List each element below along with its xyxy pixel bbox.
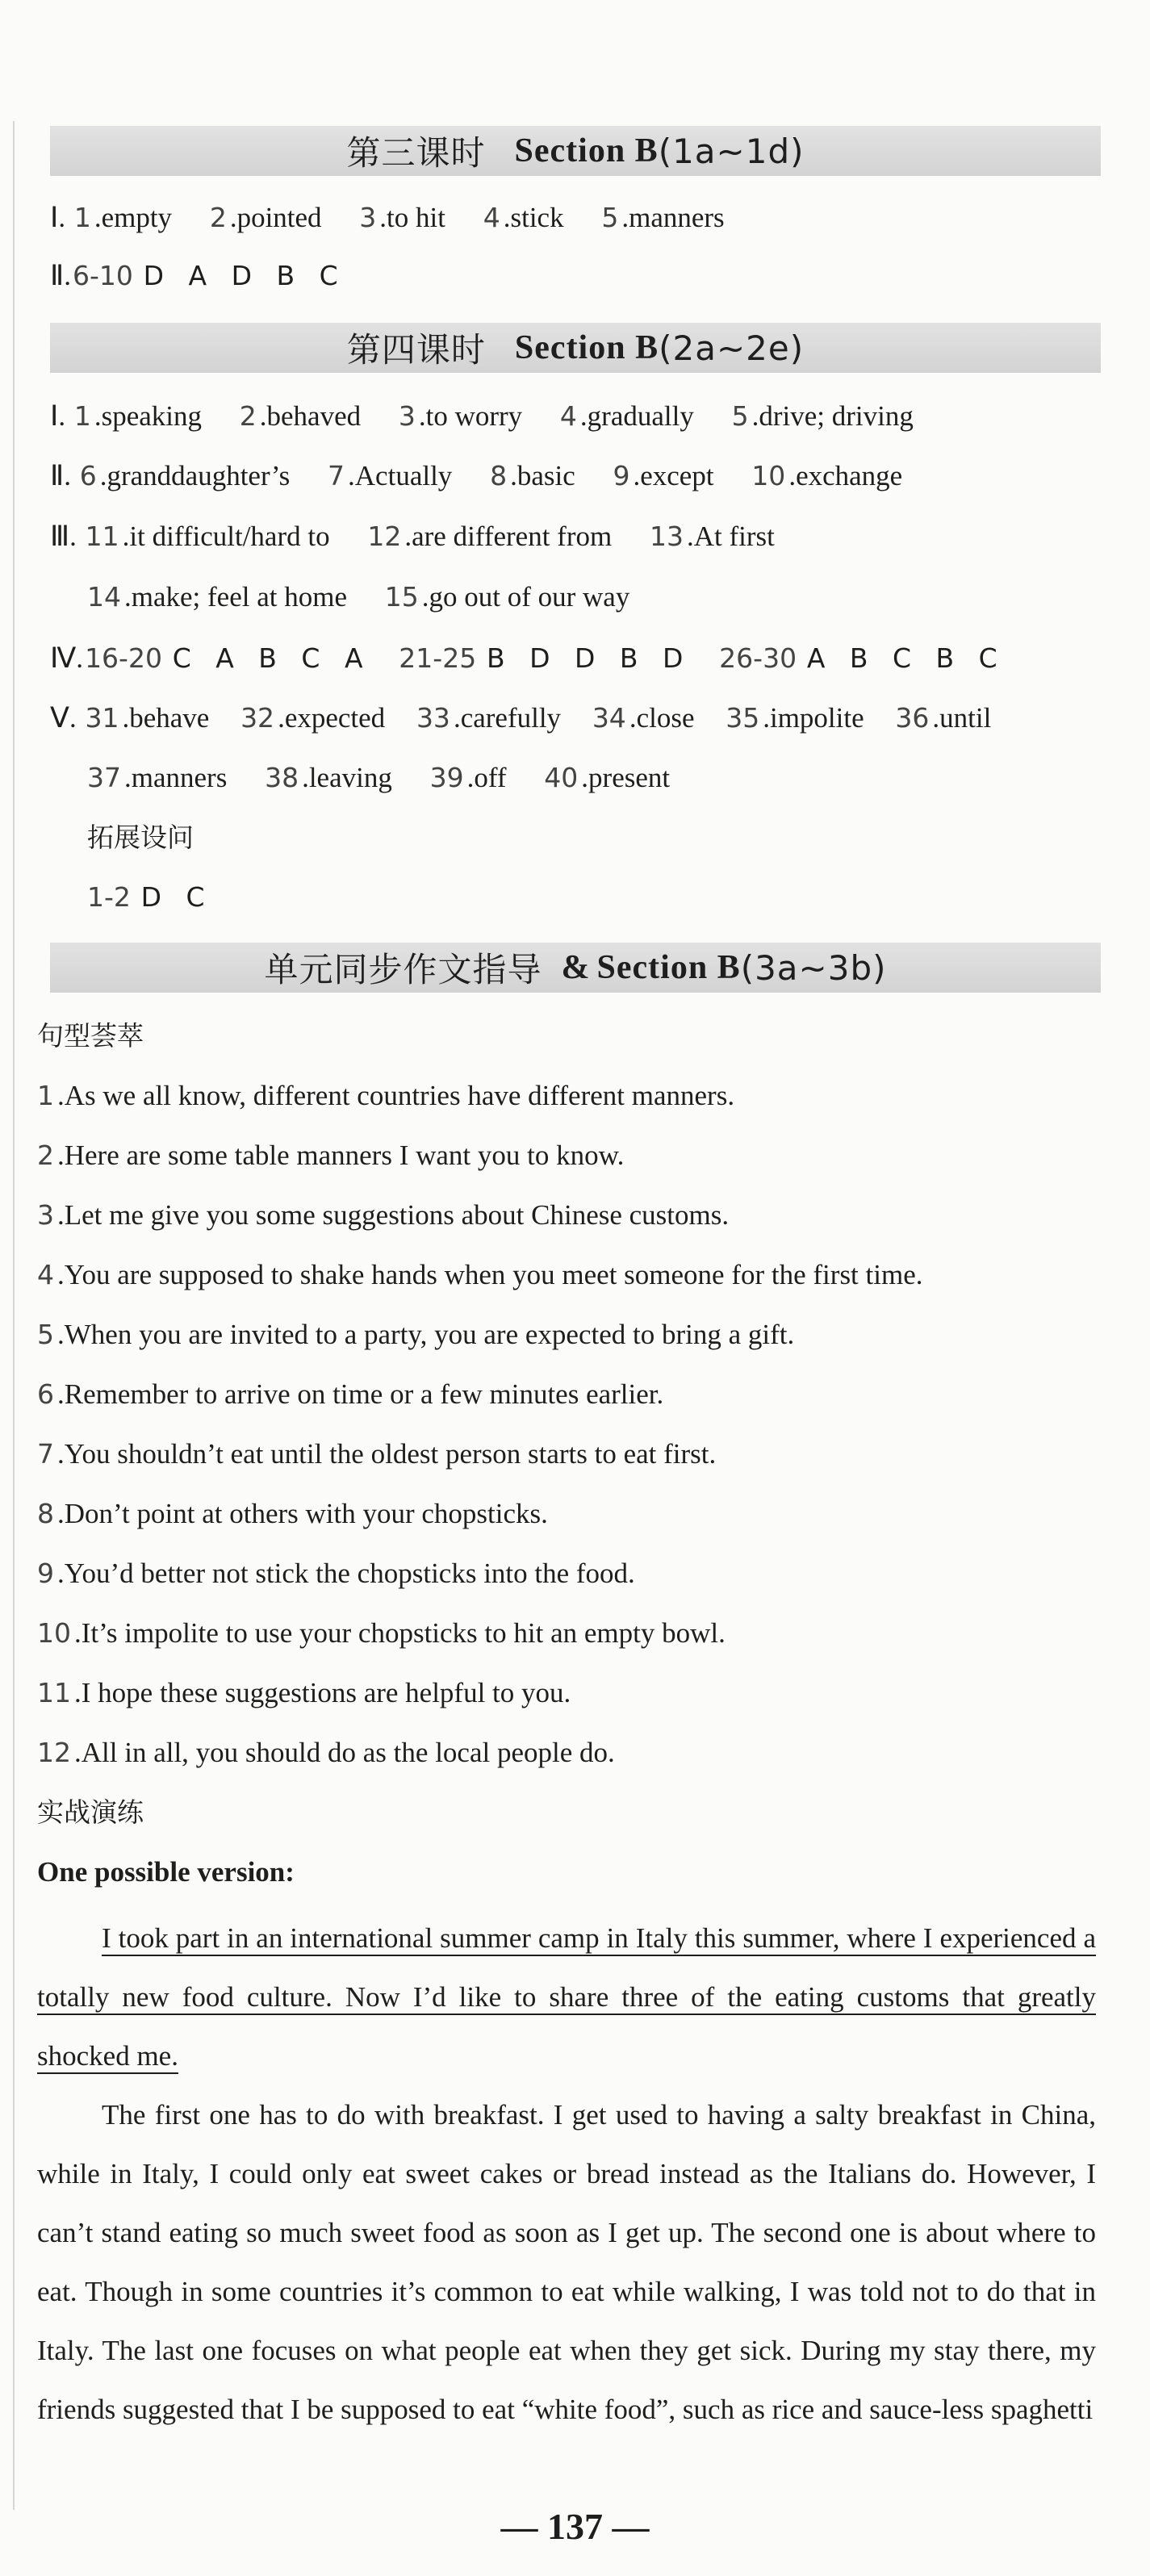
q-num: 2	[209, 202, 227, 233]
q-num: 39	[429, 762, 464, 793]
answer: go out of our way	[429, 581, 630, 613]
sentence-num: 3	[37, 1199, 54, 1231]
sentence-num: 9	[37, 1558, 54, 1589]
sentence-text: Remember to arrive on time or a few minutes earlier.	[64, 1378, 664, 1410]
q-num: 32	[240, 702, 275, 734]
answer: off	[474, 762, 507, 793]
answer: stick	[510, 202, 564, 233]
q-range: 1-2	[87, 881, 131, 913]
q-num: 33	[416, 702, 450, 734]
answer-row-s2-5: Ⅴ. 31 .behave 32 .expected 33 .carefully 34 .close 35 .impolite 36 .until	[50, 702, 992, 734]
section-header-1	[50, 126, 1101, 176]
sentence-num: 8	[37, 1498, 54, 1529]
sentence-7: 7 .You shouldn’t eat until the oldest person starts to eat first.	[37, 1438, 717, 1470]
q-num: 5	[731, 400, 749, 432]
q-num: 38	[265, 762, 299, 793]
answer: basic	[516, 460, 575, 491]
q-num: 2	[239, 400, 257, 432]
answer: close	[636, 702, 695, 734]
extension-heading: 拓展设问	[87, 822, 194, 853]
answer: present	[588, 762, 671, 793]
sentence-num: 5	[37, 1319, 54, 1350]
answer-row-s1-2	[50, 258, 1102, 294]
sentence-text: It’s impolite to use your chopsticks to hit an empty bowl.	[81, 1617, 726, 1649]
q-num: 10	[751, 460, 786, 491]
choice-answers: D A D B C	[143, 260, 346, 291]
roman-label: Ⅰ.	[50, 202, 66, 233]
version-heading: One possible version:	[37, 1856, 295, 1888]
q-num: 11	[85, 521, 119, 552]
section-title-en: Section B	[514, 132, 659, 169]
answer-row-s2-5b: 37 .manners 38 .leaving 39 .off 40 .present	[87, 762, 671, 793]
sentence-9: 9 .You’d better not stick the chopsticks into the food.	[37, 1558, 635, 1589]
sentences-heading: 句型荟萃	[37, 1020, 144, 1052]
sentence-10: 10 .It’s impolite to use your chopsticks to hit an empty bowl.	[37, 1617, 726, 1649]
choice-answers: D C	[140, 881, 213, 913]
section-title-en: Section B	[514, 329, 659, 366]
sentence-num: 7	[37, 1438, 54, 1470]
q-num: 3	[359, 202, 377, 233]
page-number: — 137 —	[500, 2506, 650, 2547]
q-num: 31	[85, 702, 119, 734]
section-header-2	[50, 323, 1101, 373]
q-num: 15	[384, 581, 419, 613]
choice-answers: B D D B D	[486, 642, 692, 674]
answer: to worry	[425, 400, 523, 432]
answer-row-s2-4	[50, 641, 1102, 676]
sentence-num: 6	[37, 1378, 54, 1410]
essay-paragraph-2: The first one has to do with breakfast. I get used to having a salty breakfast in China, while in Italy, I could only eat sweet cakes or bread instead as the Italians do. However, I can’t stand eating so much sweet food as soon as I get up. The second one is about where to eat. Though in some countries it’s common to eat while walking, I was told not to do that in Italy. The last one focuses on what people eat when they get sick. During my stay there, my friends suggested that I be supposed to eat “white food”, such as rice and sauce-less spaghetti	[37, 2099, 1096, 2425]
sentence-num: 12	[37, 1737, 71, 1768]
sentence-1: 1 .As we all know, different countries have different manners.	[37, 1080, 735, 1111]
sentence-text: You are supposed to shake hands when you meet someone for the first time.	[64, 1259, 923, 1290]
sentence-4: 4 .You are supposed to shake hands when you meet someone for the first time.	[37, 1259, 923, 1290]
answer: are different from	[412, 521, 613, 552]
roman-label: Ⅰ.	[50, 400, 66, 432]
q-num: 12	[367, 521, 402, 552]
sentence-text: As we all know, different countries have different manners.	[64, 1080, 735, 1111]
sentence-num: 2	[37, 1140, 54, 1171]
answer: pointed	[236, 202, 322, 233]
practice-heading: 实战演练	[37, 1796, 144, 1828]
sentence-text: I hope these suggestions are helpful to you.	[81, 1677, 571, 1708]
sentence-text: When you are invited to a party, you are expected to bring a gift.	[64, 1319, 795, 1350]
q-num: 3	[398, 400, 416, 432]
answer: speaking	[101, 400, 202, 432]
sentence-11: 11 .I hope these suggestions are helpful to you.	[37, 1677, 571, 1708]
sentence-text: Don’t point at others with your chopsticks.	[64, 1498, 548, 1529]
sentence-6: 6 .Remember to arrive on time or a few minutes earlier.	[37, 1378, 664, 1410]
extension-answers	[87, 880, 1102, 915]
section-title-cn: 第三课时	[346, 133, 486, 173]
sentence-text: All in all, you should do as the local people do.	[81, 1737, 615, 1768]
sentence-8: 8 .Don’t point at others with your chopsticks.	[37, 1498, 548, 1529]
sentence-text: Let me give you some suggestions about Chinese customs.	[64, 1199, 730, 1231]
answer-row-s2-3b: 14 .make; feel at home 15 .go out of our way	[87, 581, 630, 613]
answer: until	[939, 702, 992, 734]
roman-label: Ⅱ.	[50, 460, 71, 491]
section-title-amp: &	[561, 949, 591, 986]
roman-label: Ⅳ.	[50, 642, 84, 674]
q-num: 37	[87, 762, 121, 793]
section-range: (1a~1d)	[658, 131, 805, 171]
answer-row-s1-1: Ⅰ. 1 .empty 2 .pointed 3 .to hit 4 .stick 5 .manners	[50, 202, 725, 233]
answer: to hit	[387, 202, 445, 233]
sentence-num: 1	[37, 1080, 54, 1111]
answer: expected	[284, 702, 386, 734]
q-num: 36	[895, 702, 930, 734]
sentence-text: You’d better not stick the chopsticks into the food.	[64, 1558, 635, 1589]
answer: make; feel at home	[131, 581, 347, 613]
sentence-3: 3 .Let me give you some suggestions about Chinese customs.	[37, 1199, 730, 1231]
answer: it difficult/hard to	[129, 521, 330, 552]
sentence-text: Here are some table manners I want you to know.	[64, 1140, 625, 1171]
choice-answers: C A B C A	[172, 642, 371, 674]
essay-paragraph-1: I took part in an international summer camp in Italy this summer, where I experienced a totally new food culture. Now I’d like to share three of the eating customs that greatly shocked me.	[37, 1922, 1096, 2072]
sentence-num: 11	[37, 1677, 71, 1708]
essay	[37, 1909, 1096, 2439]
answer: granddaughter’s	[107, 460, 291, 491]
answer: manners	[131, 762, 228, 793]
q-range: 6-10	[72, 260, 133, 291]
q-range: 16-20	[85, 642, 162, 674]
sentence-12: 12 .All in all, you should do as the local people do.	[37, 1737, 615, 1768]
q-range: 21-25	[399, 642, 477, 674]
q-num: 9	[613, 460, 630, 491]
answer-row-s2-2: Ⅱ. 6 .granddaughter’s 7 .Actually 8 .basic 9 .except 10 .exchange	[50, 460, 903, 491]
answer: impolite	[769, 702, 864, 734]
section-header-3	[50, 943, 1101, 993]
answer: leaving	[308, 762, 392, 793]
roman-label: Ⅲ.	[50, 521, 77, 552]
section-title-cn: 单元同步作文指导	[264, 950, 542, 989]
answer-row-s2-1: Ⅰ. 1 .speaking 2 .behaved 3 .to worry 4 .gradually 5 .drive; driving	[50, 400, 914, 432]
q-num: 6	[79, 460, 97, 491]
q-num: 35	[726, 702, 760, 734]
q-num: 40	[544, 762, 579, 793]
sentences-label	[37, 1018, 1102, 1054]
q-num: 1	[73, 400, 91, 432]
answer: empty	[101, 202, 173, 233]
sentence-2: 2 .Here are some table manners I want you to know.	[37, 1140, 625, 1171]
answer: drive; driving	[759, 400, 914, 432]
roman-label: Ⅱ.	[50, 260, 71, 291]
choice-answers: A B C B C	[806, 642, 1006, 674]
practice-label	[37, 1795, 1102, 1830]
q-num: 8	[490, 460, 508, 491]
q-num: 4	[483, 202, 500, 233]
q-range: 26-30	[719, 642, 797, 674]
sentence-5: 5 .When you are invited to a party, you are expected to bring a gift.	[37, 1319, 795, 1350]
sentence-text: You shouldn’t eat until the oldest person starts to eat first.	[64, 1438, 717, 1470]
answer: At first	[693, 521, 775, 552]
answer: except	[640, 460, 714, 491]
answer: behaved	[266, 400, 362, 432]
q-num: 34	[592, 702, 626, 734]
section-range: (3a~3b)	[740, 947, 887, 988]
answer: behave	[129, 702, 210, 734]
section-range: (2a~2e)	[659, 328, 805, 368]
sentence-num: 4	[37, 1259, 54, 1290]
q-num: 7	[328, 460, 345, 491]
answer: exchange	[796, 460, 903, 491]
q-num: 14	[87, 581, 121, 613]
answer: carefully	[460, 702, 562, 734]
sentence-num: 10	[37, 1617, 71, 1649]
extension-label	[87, 820, 1102, 855]
answer: manners	[629, 202, 725, 233]
q-num: 4	[559, 400, 577, 432]
section-title-en: Section B	[596, 949, 741, 986]
answer: Actually	[354, 460, 453, 491]
roman-label: Ⅴ.	[50, 702, 77, 734]
answer: gradually	[587, 400, 694, 432]
q-num: 5	[601, 202, 619, 233]
section-title-cn: 第四课时	[346, 330, 486, 370]
answer-row-s2-3: Ⅲ. 11 .it difficult/hard to 12 .are different from 13 .At first	[50, 521, 775, 552]
q-num: 1	[73, 202, 91, 233]
version-label	[37, 1855, 1102, 1890]
q-num: 13	[649, 521, 684, 552]
page-edge-rule	[13, 121, 15, 2510]
